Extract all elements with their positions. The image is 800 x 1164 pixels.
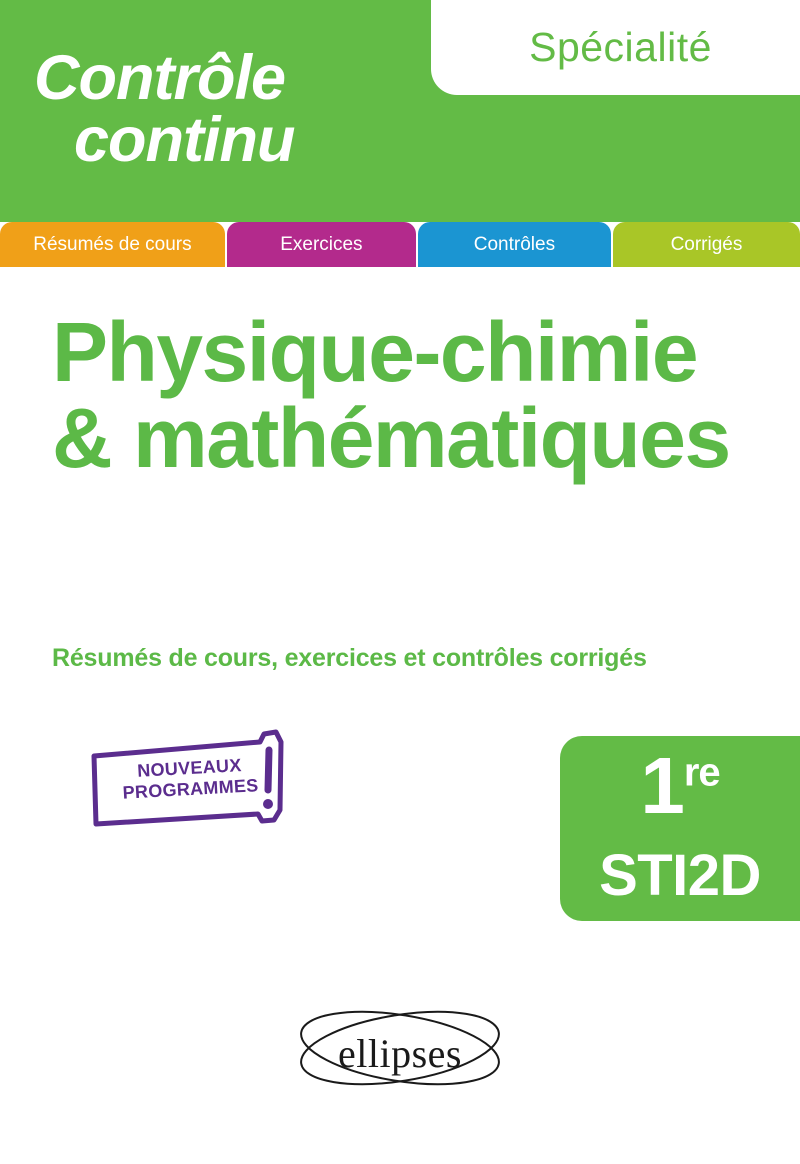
level-number [560, 740, 800, 832]
level-number-value: 1 [640, 741, 684, 830]
page-subtitle: Résumés de cours, exercices et contrôles corrigés [52, 644, 647, 672]
header-band [0, 0, 800, 222]
speciality-notch [431, 0, 800, 95]
publisher-name: ellipses [338, 1031, 462, 1076]
page-title: Physique-chimie & mathématiques [52, 305, 730, 485]
new-programs-sticker [88, 728, 303, 833]
tab-label: Exercices [280, 233, 363, 255]
level-stream: STI2D [599, 843, 761, 908]
level-ordinal: re [683, 750, 720, 795]
tab-controles[interactable] [418, 222, 611, 267]
tab-exercices[interactable] [227, 222, 416, 267]
sticker-line1: NOUVEAUX [136, 755, 243, 781]
collection-title [34, 43, 454, 175]
tab-corriges[interactable] [613, 222, 800, 267]
tab-label: Résumés de cours [33, 233, 192, 255]
level-badge [560, 736, 800, 921]
sticker-line2: PROGRAMMES [122, 774, 260, 803]
publisher-logo [270, 988, 530, 1108]
tab-resumes-de-cours[interactable] [0, 222, 225, 267]
speciality-label: Spécialité [529, 24, 712, 70]
tab-label: Corrigés [670, 233, 743, 255]
section-tabs [0, 222, 800, 267]
collection-title-line1: Contrôle [34, 43, 285, 113]
tab-label: Contrôles [473, 233, 556, 255]
collection-title-line2: continu [74, 104, 295, 175]
